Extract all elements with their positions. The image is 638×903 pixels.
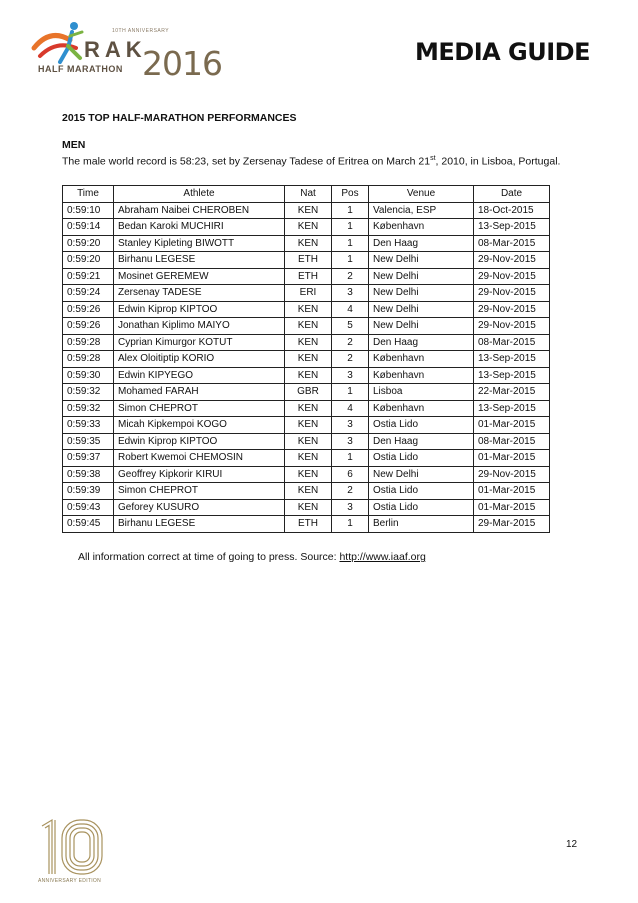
cell-time: 0:59:39 xyxy=(63,483,114,500)
cell-date: 01-Mar-2015 xyxy=(474,499,550,516)
table-row xyxy=(63,433,550,450)
cell-nat: KEN xyxy=(285,318,332,335)
world-record-line xyxy=(62,155,560,168)
cell-athlete: Mohamed FARAH xyxy=(114,384,285,401)
cell-time: 0:59:32 xyxy=(63,384,114,401)
cell-athlete: Simon CHEPROT xyxy=(114,400,285,417)
cell-nat: KEN xyxy=(285,301,332,318)
cell-athlete: Mosinet GEREMEW xyxy=(114,268,285,285)
header-venue: Venue xyxy=(369,186,474,203)
anniversary-edition-logo xyxy=(38,818,110,888)
cell-date: 18-Oct-2015 xyxy=(474,202,550,219)
cell-date: 08-Mar-2015 xyxy=(474,334,550,351)
cell-athlete: Stanley Kipleting BIWOTT xyxy=(114,235,285,252)
cell-venue: København xyxy=(369,400,474,417)
cell-pos: 1 xyxy=(332,450,369,467)
cell-athlete: Birhanu LEGESE xyxy=(114,252,285,269)
table-header-row xyxy=(63,186,550,203)
record-text-start: The male world record is 58:23, set by Zersenay Tadese of Eritrea on March 21 xyxy=(62,155,431,168)
cell-pos: 1 xyxy=(332,202,369,219)
table-row xyxy=(63,334,550,351)
cell-nat: ETH xyxy=(285,252,332,269)
cell-venue: Ostia Lido xyxy=(369,417,474,434)
cell-time: 0:59:24 xyxy=(63,285,114,302)
cell-athlete: Simon CHEPROT xyxy=(114,483,285,500)
logo-half-marathon-text: HALF MARATHON xyxy=(38,64,123,74)
cell-athlete: Cyprian Kimurgor KOTUT xyxy=(114,334,285,351)
cell-date: 08-Mar-2015 xyxy=(474,433,550,450)
cell-pos: 3 xyxy=(332,417,369,434)
cell-date: 29-Mar-2015 xyxy=(474,516,550,533)
cell-athlete: Jonathan Kiplimo MAIYO xyxy=(114,318,285,335)
cell-time: 0:59:26 xyxy=(63,318,114,335)
table-row xyxy=(63,202,550,219)
cell-pos: 1 xyxy=(332,384,369,401)
table-row xyxy=(63,301,550,318)
cell-time: 0:59:35 xyxy=(63,433,114,450)
performances-table xyxy=(62,185,550,533)
cell-athlete: Alex Oloitiptip KORIO xyxy=(114,351,285,368)
cell-time: 0:59:32 xyxy=(63,400,114,417)
table-row xyxy=(63,499,550,516)
cell-pos: 2 xyxy=(332,268,369,285)
footnote xyxy=(78,551,426,563)
cell-time: 0:59:33 xyxy=(63,417,114,434)
cell-athlete: Abraham Naibei CHEROBEN xyxy=(114,202,285,219)
cell-nat: KEN xyxy=(285,450,332,467)
logo-rak-text: RAK xyxy=(84,37,147,62)
cell-venue: København xyxy=(369,219,474,236)
cell-date: 13-Sep-2015 xyxy=(474,351,550,368)
cell-athlete: Geforey KUSURO xyxy=(114,499,285,516)
logo-anniversary-text: 10TH ANNIVERSARY xyxy=(112,28,170,34)
cell-time: 0:59:28 xyxy=(63,351,114,368)
cell-time: 0:59:30 xyxy=(63,367,114,384)
cell-nat: KEN xyxy=(285,400,332,417)
cell-venue: Den Haag xyxy=(369,235,474,252)
cell-pos: 3 xyxy=(332,499,369,516)
cell-athlete: Micah Kipkempoi KOGO xyxy=(114,417,285,434)
cell-pos: 6 xyxy=(332,466,369,483)
logo-year-text: 2016 xyxy=(142,44,222,83)
table-row xyxy=(63,318,550,335)
table-row xyxy=(63,417,550,434)
cell-time: 0:59:38 xyxy=(63,466,114,483)
cell-date: 29-Nov-2015 xyxy=(474,252,550,269)
header-athlete: Athlete xyxy=(114,186,285,203)
cell-nat: GBR xyxy=(285,384,332,401)
record-text-sup: st xyxy=(430,155,436,162)
cell-pos: 2 xyxy=(332,483,369,500)
cell-venue: Den Haag xyxy=(369,433,474,450)
cell-venue: Berlin xyxy=(369,516,474,533)
cell-venue: København xyxy=(369,351,474,368)
header-date: Date xyxy=(474,186,550,203)
cell-athlete: Zersenay TADESE xyxy=(114,285,285,302)
table-row xyxy=(63,516,550,533)
cell-pos: 1 xyxy=(332,235,369,252)
cell-time: 0:59:20 xyxy=(63,252,114,269)
cell-date: 13-Sep-2015 xyxy=(474,400,550,417)
cell-pos: 4 xyxy=(332,301,369,318)
ten-anniversary-icon xyxy=(38,818,110,878)
cell-nat: KEN xyxy=(285,466,332,483)
cell-time: 0:59:14 xyxy=(63,219,114,236)
cell-time: 0:59:37 xyxy=(63,450,114,467)
cell-time: 0:59:28 xyxy=(63,334,114,351)
table-row xyxy=(63,466,550,483)
cell-pos: 1 xyxy=(332,516,369,533)
cell-venue: Ostia Lido xyxy=(369,499,474,516)
men-label: MEN xyxy=(62,139,86,151)
cell-date: 08-Mar-2015 xyxy=(474,235,550,252)
cell-time: 0:59:20 xyxy=(63,235,114,252)
cell-nat: KEN xyxy=(285,483,332,500)
cell-nat: KEN xyxy=(285,499,332,516)
rak-half-marathon-logo xyxy=(30,18,230,84)
cell-nat: ERI xyxy=(285,285,332,302)
cell-nat: KEN xyxy=(285,235,332,252)
cell-nat: ETH xyxy=(285,516,332,533)
cell-pos: 5 xyxy=(332,318,369,335)
table-body xyxy=(63,202,550,532)
cell-date: 13-Sep-2015 xyxy=(474,367,550,384)
table-row xyxy=(63,351,550,368)
cell-date: 29-Nov-2015 xyxy=(474,268,550,285)
cell-time: 0:59:26 xyxy=(63,301,114,318)
cell-date: 13-Sep-2015 xyxy=(474,219,550,236)
cell-date: 29-Nov-2015 xyxy=(474,285,550,302)
cell-venue: New Delhi xyxy=(369,318,474,335)
cell-pos: 2 xyxy=(332,334,369,351)
cell-nat: KEN xyxy=(285,433,332,450)
cell-venue: Ostia Lido xyxy=(369,450,474,467)
cell-venue: New Delhi xyxy=(369,285,474,302)
cell-nat: KEN xyxy=(285,367,332,384)
cell-athlete: Geoffrey Kipkorir KIRUI xyxy=(114,466,285,483)
cell-venue: New Delhi xyxy=(369,252,474,269)
table-row xyxy=(63,235,550,252)
record-text-end: , 2010, in Lisboa, Portugal. xyxy=(435,155,561,168)
cell-nat: ETH xyxy=(285,268,332,285)
cell-venue: Den Haag xyxy=(369,334,474,351)
section-title: 2015 TOP HALF-MARATHON PERFORMANCES xyxy=(62,112,297,124)
cell-athlete: Bedan Karoki MUCHIRI xyxy=(114,219,285,236)
table-row xyxy=(63,367,550,384)
cell-pos: 3 xyxy=(332,285,369,302)
cell-time: 0:59:21 xyxy=(63,268,114,285)
cell-athlete: Edwin Kiprop KIPTOO xyxy=(114,301,285,318)
cell-nat: KEN xyxy=(285,219,332,236)
cell-venue: Valencia, ESP xyxy=(369,202,474,219)
cell-nat: KEN xyxy=(285,351,332,368)
table-row xyxy=(63,483,550,500)
cell-nat: KEN xyxy=(285,334,332,351)
table-row xyxy=(63,450,550,467)
cell-date: 29-Nov-2015 xyxy=(474,318,550,335)
cell-pos: 3 xyxy=(332,367,369,384)
cell-date: 29-Nov-2015 xyxy=(474,466,550,483)
cell-nat: KEN xyxy=(285,202,332,219)
anniversary-edition-text: ANNIVERSARY EDITION xyxy=(38,878,102,884)
cell-date: 01-Mar-2015 xyxy=(474,483,550,500)
cell-time: 0:59:45 xyxy=(63,516,114,533)
cell-time: 0:59:43 xyxy=(63,499,114,516)
table-row xyxy=(63,400,550,417)
footnote-text: All information correct at time of going to press. Source: xyxy=(78,551,340,563)
cell-venue: New Delhi xyxy=(369,466,474,483)
table-row xyxy=(63,384,550,401)
header-time: Time xyxy=(63,186,114,203)
cell-venue: New Delhi xyxy=(369,268,474,285)
header-pos: Pos xyxy=(332,186,369,203)
cell-time: 0:59:10 xyxy=(63,202,114,219)
cell-pos: 1 xyxy=(332,252,369,269)
header-nat: Nat xyxy=(285,186,332,203)
cell-nat: KEN xyxy=(285,417,332,434)
cell-date: 01-Mar-2015 xyxy=(474,450,550,467)
cell-pos: 1 xyxy=(332,219,369,236)
table-row xyxy=(63,268,550,285)
cell-venue: København xyxy=(369,367,474,384)
cell-date: 22-Mar-2015 xyxy=(474,384,550,401)
table-row xyxy=(63,285,550,302)
cell-pos: 2 xyxy=(332,351,369,368)
cell-athlete: Birhanu LEGESE xyxy=(114,516,285,533)
cell-date: 29-Nov-2015 xyxy=(474,301,550,318)
cell-athlete: Edwin Kiprop KIPTOO xyxy=(114,433,285,450)
cell-venue: New Delhi xyxy=(369,301,474,318)
cell-athlete: Edwin KIPYEGO xyxy=(114,367,285,384)
cell-date: 01-Mar-2015 xyxy=(474,417,550,434)
table-row xyxy=(63,219,550,236)
cell-pos: 4 xyxy=(332,400,369,417)
media-guide-title: MEDIA GUIDE xyxy=(415,38,590,66)
table-row xyxy=(63,252,550,269)
source-link[interactable]: http://www.iaaf.org xyxy=(339,551,426,563)
page-number: 12 xyxy=(566,839,578,850)
cell-venue: Lisboa xyxy=(369,384,474,401)
cell-pos: 3 xyxy=(332,433,369,450)
cell-athlete: Robert Kwemoi CHEMOSIN xyxy=(114,450,285,467)
cell-venue: Ostia Lido xyxy=(369,483,474,500)
